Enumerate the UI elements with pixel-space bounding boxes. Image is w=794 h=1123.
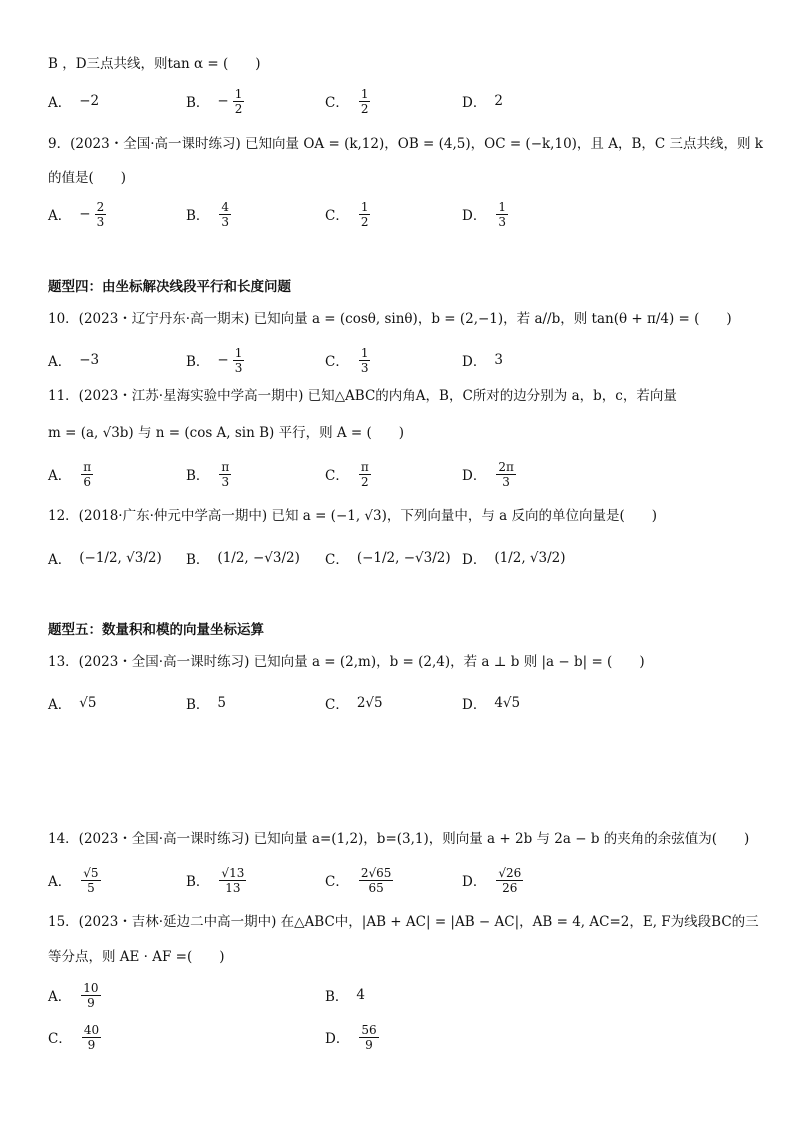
fraction-denominator: 13 — [225, 880, 241, 895]
option-value: (1/2, √3/2) — [494, 550, 566, 566]
option-fraction — [233, 346, 245, 375]
option-label: B． — [325, 989, 349, 1005]
section-heading-4: 题型四：由坐标解决线段平行和长度问题 — [48, 279, 291, 295]
option-value: 4√5 — [494, 695, 521, 711]
option-value: (−1/2, −√3/2) — [356, 550, 451, 566]
option-label: A． — [48, 354, 72, 370]
option-label: A． — [48, 552, 72, 568]
question-14: 14．(2023・全国·高一课时练习) 已知向量 a=(1,2)，b=(3,1)，则向量 a + 2b 与 2a − b 的夹角的余弦值为( ) — [48, 831, 750, 847]
option-fraction — [359, 866, 394, 895]
option-label: D． — [462, 697, 487, 713]
option-9-d — [462, 197, 510, 231]
option-fraction — [359, 200, 371, 229]
option-15-a — [48, 978, 103, 1012]
option-fraction — [233, 87, 245, 116]
option-label: A． — [48, 697, 72, 713]
question-12: 12．(2018·广东·仲元中学高一期中) 已知 a = (−1, √3)，下列向量中，与 a 反向的单位向量是( ) — [48, 508, 658, 524]
option-fraction — [496, 460, 516, 489]
fraction-numerator: 1 — [360, 86, 369, 101]
fraction-numerator: 56 — [361, 1022, 377, 1037]
option-13-d — [462, 686, 520, 720]
option-label: A． — [48, 874, 72, 890]
option-value: (−1/2, √3/2) — [79, 550, 162, 566]
option-9-b — [186, 197, 233, 231]
option-value: 3 — [494, 352, 503, 368]
option-label: C． — [325, 208, 349, 224]
option-10-d — [462, 343, 503, 377]
option-label: B． — [186, 697, 210, 713]
option-12-a — [48, 541, 162, 575]
option-value: −2 — [79, 93, 100, 109]
option-label: B． — [186, 468, 210, 484]
option-sign: − — [217, 352, 229, 368]
fraction-denominator: 2 — [360, 101, 369, 116]
option-label: A． — [48, 989, 72, 1005]
option-12-c — [325, 541, 451, 575]
option-label: D． — [462, 208, 487, 224]
option-fraction — [359, 1023, 378, 1052]
question-11-line2: m = (a, √3b) 与 n = (cos A, sin B) 平行，则 A = ( ) — [48, 425, 405, 441]
fraction-denominator: 3 — [221, 214, 230, 229]
fraction-numerator: 2√65 — [360, 865, 392, 880]
option-label: A． — [48, 208, 72, 224]
question-15-line2: 等分点，则 AE · AF =( ) — [48, 949, 225, 965]
option-11-d — [462, 457, 518, 491]
option-value: √5 — [79, 695, 97, 711]
option-9-c — [325, 197, 372, 231]
section-heading-5: 题型五：数量积和模的向量坐标运算 — [48, 622, 264, 638]
option-9-a — [48, 197, 108, 231]
option-label: B． — [186, 354, 210, 370]
fraction-numerator: 1 — [360, 345, 369, 360]
option-15-c — [48, 1020, 103, 1054]
option-label: C． — [325, 552, 349, 568]
fraction-numerator: 1 — [498, 199, 506, 214]
fraction-numerator: √13 — [221, 865, 245, 880]
question-8-tail: B ，D三点共线，则tan α = ( ) — [48, 56, 261, 72]
fraction-numerator: 40 — [83, 1022, 100, 1037]
option-label: B． — [186, 95, 210, 111]
option-label: C． — [325, 354, 349, 370]
fraction-numerator: 1 — [234, 86, 243, 101]
option-15-d — [325, 1020, 381, 1054]
option-label: A． — [48, 468, 72, 484]
fraction-numerator: π — [360, 459, 369, 474]
option-fraction — [359, 460, 371, 489]
question-15-line1: 15．(2023・吉林·延边二中高一期中) 在△ABC中，|AB + AC| = |AB − AC|，AB = 4, AC=2，E, F为线段BC的三 — [48, 914, 759, 930]
option-label: D． — [462, 354, 487, 370]
option-value: 4 — [356, 987, 366, 1003]
fraction-numerator: π — [83, 459, 92, 474]
fraction-denominator: 9 — [365, 1037, 373, 1052]
fraction-numerator: 2 — [96, 199, 105, 214]
option-label: D． — [462, 874, 487, 890]
option-label: B． — [186, 208, 210, 224]
fraction-denominator: 3 — [234, 360, 243, 375]
option-label: B． — [186, 874, 210, 890]
option-12-d — [462, 541, 566, 575]
fraction-denominator: 2 — [234, 101, 243, 116]
option-13-b — [186, 686, 226, 720]
option-14-c — [325, 863, 395, 897]
option-10-a — [48, 343, 99, 377]
fraction-numerator: 10 — [83, 980, 99, 995]
option-fraction — [359, 87, 371, 116]
question-13: 13．(2023・全国·高一课时练习) 已知向量 a = (2,m)，b = (2,4)，若 a ⊥ b 则 |a − b| = ( ) — [48, 654, 645, 670]
option-13-a — [48, 686, 96, 720]
fraction-denominator: 3 — [360, 360, 369, 375]
option-10-b — [186, 343, 246, 377]
fraction-numerator: 2π — [498, 459, 514, 474]
question-9-line2: 的值是( ) — [48, 170, 127, 186]
option-8-c — [325, 84, 372, 118]
option-14-b — [186, 863, 248, 897]
fraction-denominator: 2 — [360, 474, 369, 489]
fraction-denominator: 3 — [502, 474, 510, 489]
fraction-denominator: 5 — [87, 880, 95, 895]
option-value: 2√5 — [356, 695, 383, 711]
option-sign: − — [79, 206, 91, 222]
question-11-line1: 11．(2023・江苏·星海实验中学高一期中) 已知△ABC的内角A，B，C所对的边分别为 a，b，c，若向量 — [48, 388, 677, 404]
fraction-denominator: 3 — [221, 474, 230, 489]
fraction-numerator: 1 — [360, 199, 369, 214]
option-14-d — [462, 863, 525, 897]
option-fraction — [219, 866, 246, 895]
option-fraction — [82, 1023, 101, 1052]
option-value: −3 — [79, 352, 100, 368]
option-label: C． — [325, 874, 349, 890]
fraction-numerator: √5 — [83, 865, 99, 880]
option-fraction — [81, 866, 100, 895]
fraction-numerator: √26 — [498, 865, 522, 880]
option-11-b — [186, 457, 233, 491]
option-14-a — [48, 863, 103, 897]
option-fraction — [496, 200, 508, 229]
question-10: 10．(2023・辽宁丹东·高一期末) 已知向量 a = (cosθ, sinθ)，b = (2,−1)，若 a//b，则 tan(θ + π/4) = ( ) — [48, 311, 732, 327]
fraction-denominator: 9 — [87, 1037, 96, 1052]
fraction-denominator: 3 — [498, 214, 506, 229]
option-label: C． — [325, 95, 349, 111]
fraction-numerator: 4 — [221, 199, 230, 214]
option-fraction — [95, 200, 107, 229]
option-value: 5 — [217, 695, 227, 711]
option-fraction — [496, 866, 523, 895]
option-label: D． — [462, 95, 487, 111]
fraction-numerator: π — [221, 459, 230, 474]
option-label: D． — [325, 1031, 350, 1047]
option-label: B． — [186, 552, 210, 568]
option-12-b — [186, 541, 300, 575]
option-13-c — [325, 686, 383, 720]
fraction-denominator: 2 — [360, 214, 369, 229]
fraction-denominator: 9 — [87, 995, 95, 1010]
fraction-denominator: 26 — [502, 880, 518, 895]
option-label: C． — [325, 468, 349, 484]
fraction-denominator: 65 — [368, 880, 384, 895]
option-label: D． — [462, 468, 487, 484]
option-8-b — [186, 84, 246, 118]
question-9-line1: 9．(2023・全国·高一课时练习) 已知向量 OA = (k,12)，OB = (4,5)，OC = (−k,10)，且 A，B，C 三点共线，则 k — [48, 136, 763, 152]
option-label: D． — [462, 552, 487, 568]
option-label: C． — [48, 1031, 72, 1047]
fraction-denominator: 3 — [96, 214, 105, 229]
fraction-numerator: 1 — [234, 345, 243, 360]
option-fraction — [219, 200, 231, 229]
option-15-b — [325, 978, 365, 1012]
fraction-denominator: 6 — [83, 474, 92, 489]
option-11-a — [48, 457, 95, 491]
option-8-a — [48, 84, 99, 118]
option-sign: − — [217, 93, 229, 109]
option-value: 2 — [494, 93, 503, 109]
option-value: (1/2, −√3/2) — [217, 550, 300, 566]
option-fraction — [359, 346, 371, 375]
option-fraction — [81, 460, 93, 489]
option-fraction — [81, 981, 100, 1010]
option-label: C． — [325, 697, 349, 713]
option-11-c — [325, 457, 373, 491]
option-10-c — [325, 343, 372, 377]
option-8-d — [462, 84, 503, 118]
option-fraction — [219, 460, 231, 489]
option-label: A． — [48, 95, 72, 111]
